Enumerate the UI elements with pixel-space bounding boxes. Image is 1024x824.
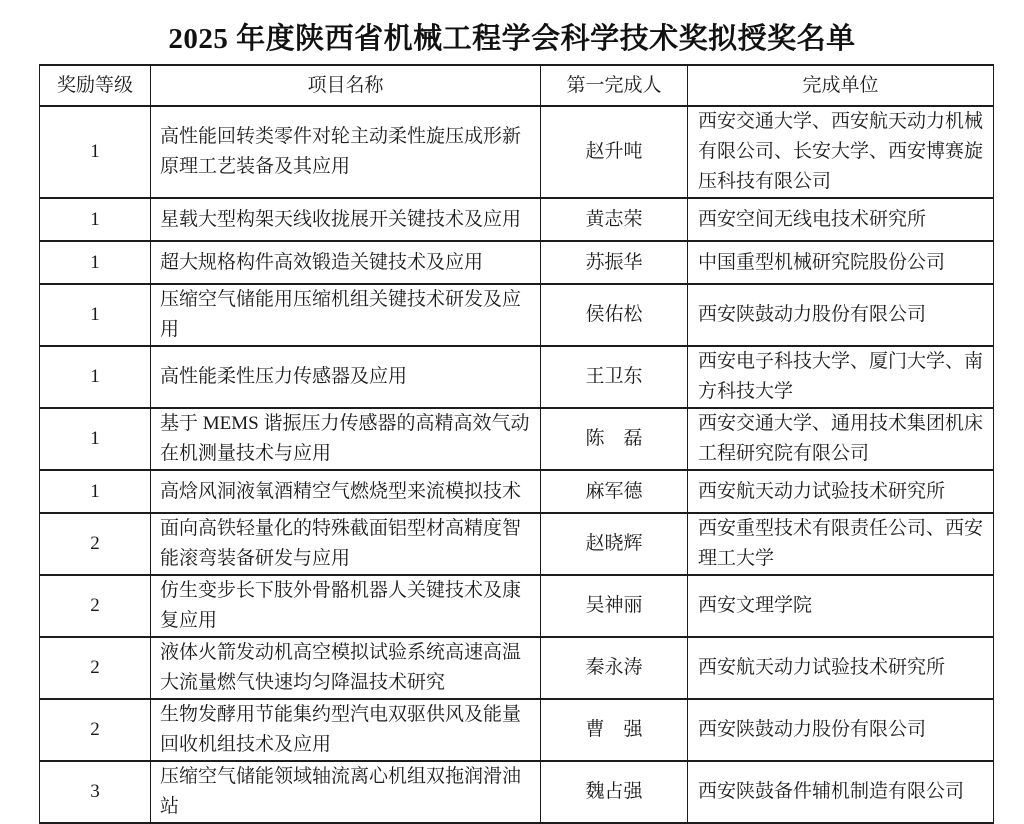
table-row (40, 346, 994, 408)
table-row (40, 699, 994, 761)
person-cell: 陈 磊 (541, 408, 688, 470)
grade-cell: 1 (40, 408, 151, 470)
unit-cell: 西安陕鼓动力股份有限公司 (688, 284, 994, 346)
project-cell: 超大规格构件高效锻造关键技术及应用 (151, 241, 541, 284)
unit-cell: 西安重型技术有限责任公司、西安理工大学 (688, 513, 994, 575)
header-person: 第一完成人 (541, 65, 688, 106)
grade-cell: 1 (40, 284, 151, 346)
header-unit: 完成单位 (688, 65, 994, 106)
unit-cell: 西安电子科技大学、厦门大学、南方科技大学 (688, 346, 994, 408)
unit-cell: 西安交通大学、通用技术集团机床工程研究院有限公司 (688, 408, 994, 470)
project-cell: 液体火箭发动机高空模拟试验系统高速高温大流量燃气快速均匀降温技术研究 (151, 637, 541, 699)
project-cell: 基于 MEMS 谐振压力传感器的高精高效气动在机测量技术与应用 (151, 408, 541, 470)
person-cell: 吴神丽 (541, 575, 688, 637)
table-row (40, 106, 994, 198)
unit-cell: 西安陕鼓动力股份有限公司 (688, 699, 994, 761)
person-cell: 麻军德 (541, 470, 688, 513)
grade-cell: 1 (40, 106, 151, 198)
person-cell: 魏占强 (541, 761, 688, 823)
grade-cell: 1 (40, 470, 151, 513)
header-project: 项目名称 (151, 65, 541, 106)
unit-cell: 西安文理学院 (688, 575, 994, 637)
table-row (40, 761, 994, 823)
project-cell: 面向高铁轻量化的特殊截面铝型材高精度智能滚弯装备研发与应用 (151, 513, 541, 575)
grade-cell: 2 (40, 513, 151, 575)
project-cell: 仿生变步长下肢外骨骼机器人关键技术及康复应用 (151, 575, 541, 637)
award-table (39, 64, 994, 824)
grade-cell: 3 (40, 761, 151, 823)
unit-cell: 西安航天动力试验技术研究所 (688, 637, 994, 699)
project-cell: 星载大型构架天线收拢展开关键技术及应用 (151, 198, 541, 241)
person-cell: 秦永涛 (541, 637, 688, 699)
person-cell: 赵晓辉 (541, 513, 688, 575)
project-cell: 高性能回转类零件对轮主动柔性旋压成形新原理工艺装备及其应用 (151, 106, 541, 198)
table-header-row (40, 65, 994, 106)
page-title: 2025 年度陕西省机械工程学会科学技术奖拟授奖名单 (168, 23, 856, 55)
person-cell: 赵升吨 (541, 106, 688, 198)
person-cell: 苏振华 (541, 241, 688, 284)
table-row (40, 241, 994, 284)
unit-cell: 西安交通大学、西安航天动力机械有限公司、长安大学、西安博赛旋压科技有限公司 (688, 106, 994, 198)
table-row (40, 470, 994, 513)
grade-cell: 1 (40, 346, 151, 408)
table-row (40, 198, 994, 241)
project-cell: 压缩空气储能用压缩机组关键技术研发及应用 (151, 284, 541, 346)
project-cell: 压缩空气储能领域轴流离心机组双拖润滑油站 (151, 761, 541, 823)
header-grade: 奖励等级 (40, 65, 151, 106)
project-cell: 高焓风洞液氧酒精空气燃烧型来流模拟技术 (151, 470, 541, 513)
project-cell: 生物发酵用节能集约型汽电双驱供风及能量回收机组技术及应用 (151, 699, 541, 761)
person-cell: 侯佑松 (541, 284, 688, 346)
grade-cell: 2 (40, 575, 151, 637)
grade-cell: 1 (40, 198, 151, 241)
unit-cell: 西安空间无线电技术研究所 (688, 198, 994, 241)
unit-cell: 中国重型机械研究院股份公司 (688, 241, 994, 284)
grade-cell: 2 (40, 637, 151, 699)
table-row (40, 575, 994, 637)
project-cell: 高性能柔性压力传感器及应用 (151, 346, 541, 408)
table-row (40, 637, 994, 699)
table-row (40, 408, 994, 470)
table-row (40, 513, 994, 575)
person-cell: 黄志荣 (541, 198, 688, 241)
grade-cell: 2 (40, 699, 151, 761)
table-row (40, 284, 994, 346)
unit-cell: 西安航天动力试验技术研究所 (688, 470, 994, 513)
grade-cell: 1 (40, 241, 151, 284)
person-cell: 曹 强 (541, 699, 688, 761)
person-cell: 王卫东 (541, 346, 688, 408)
unit-cell: 西安陕鼓备件辅机制造有限公司 (688, 761, 994, 823)
